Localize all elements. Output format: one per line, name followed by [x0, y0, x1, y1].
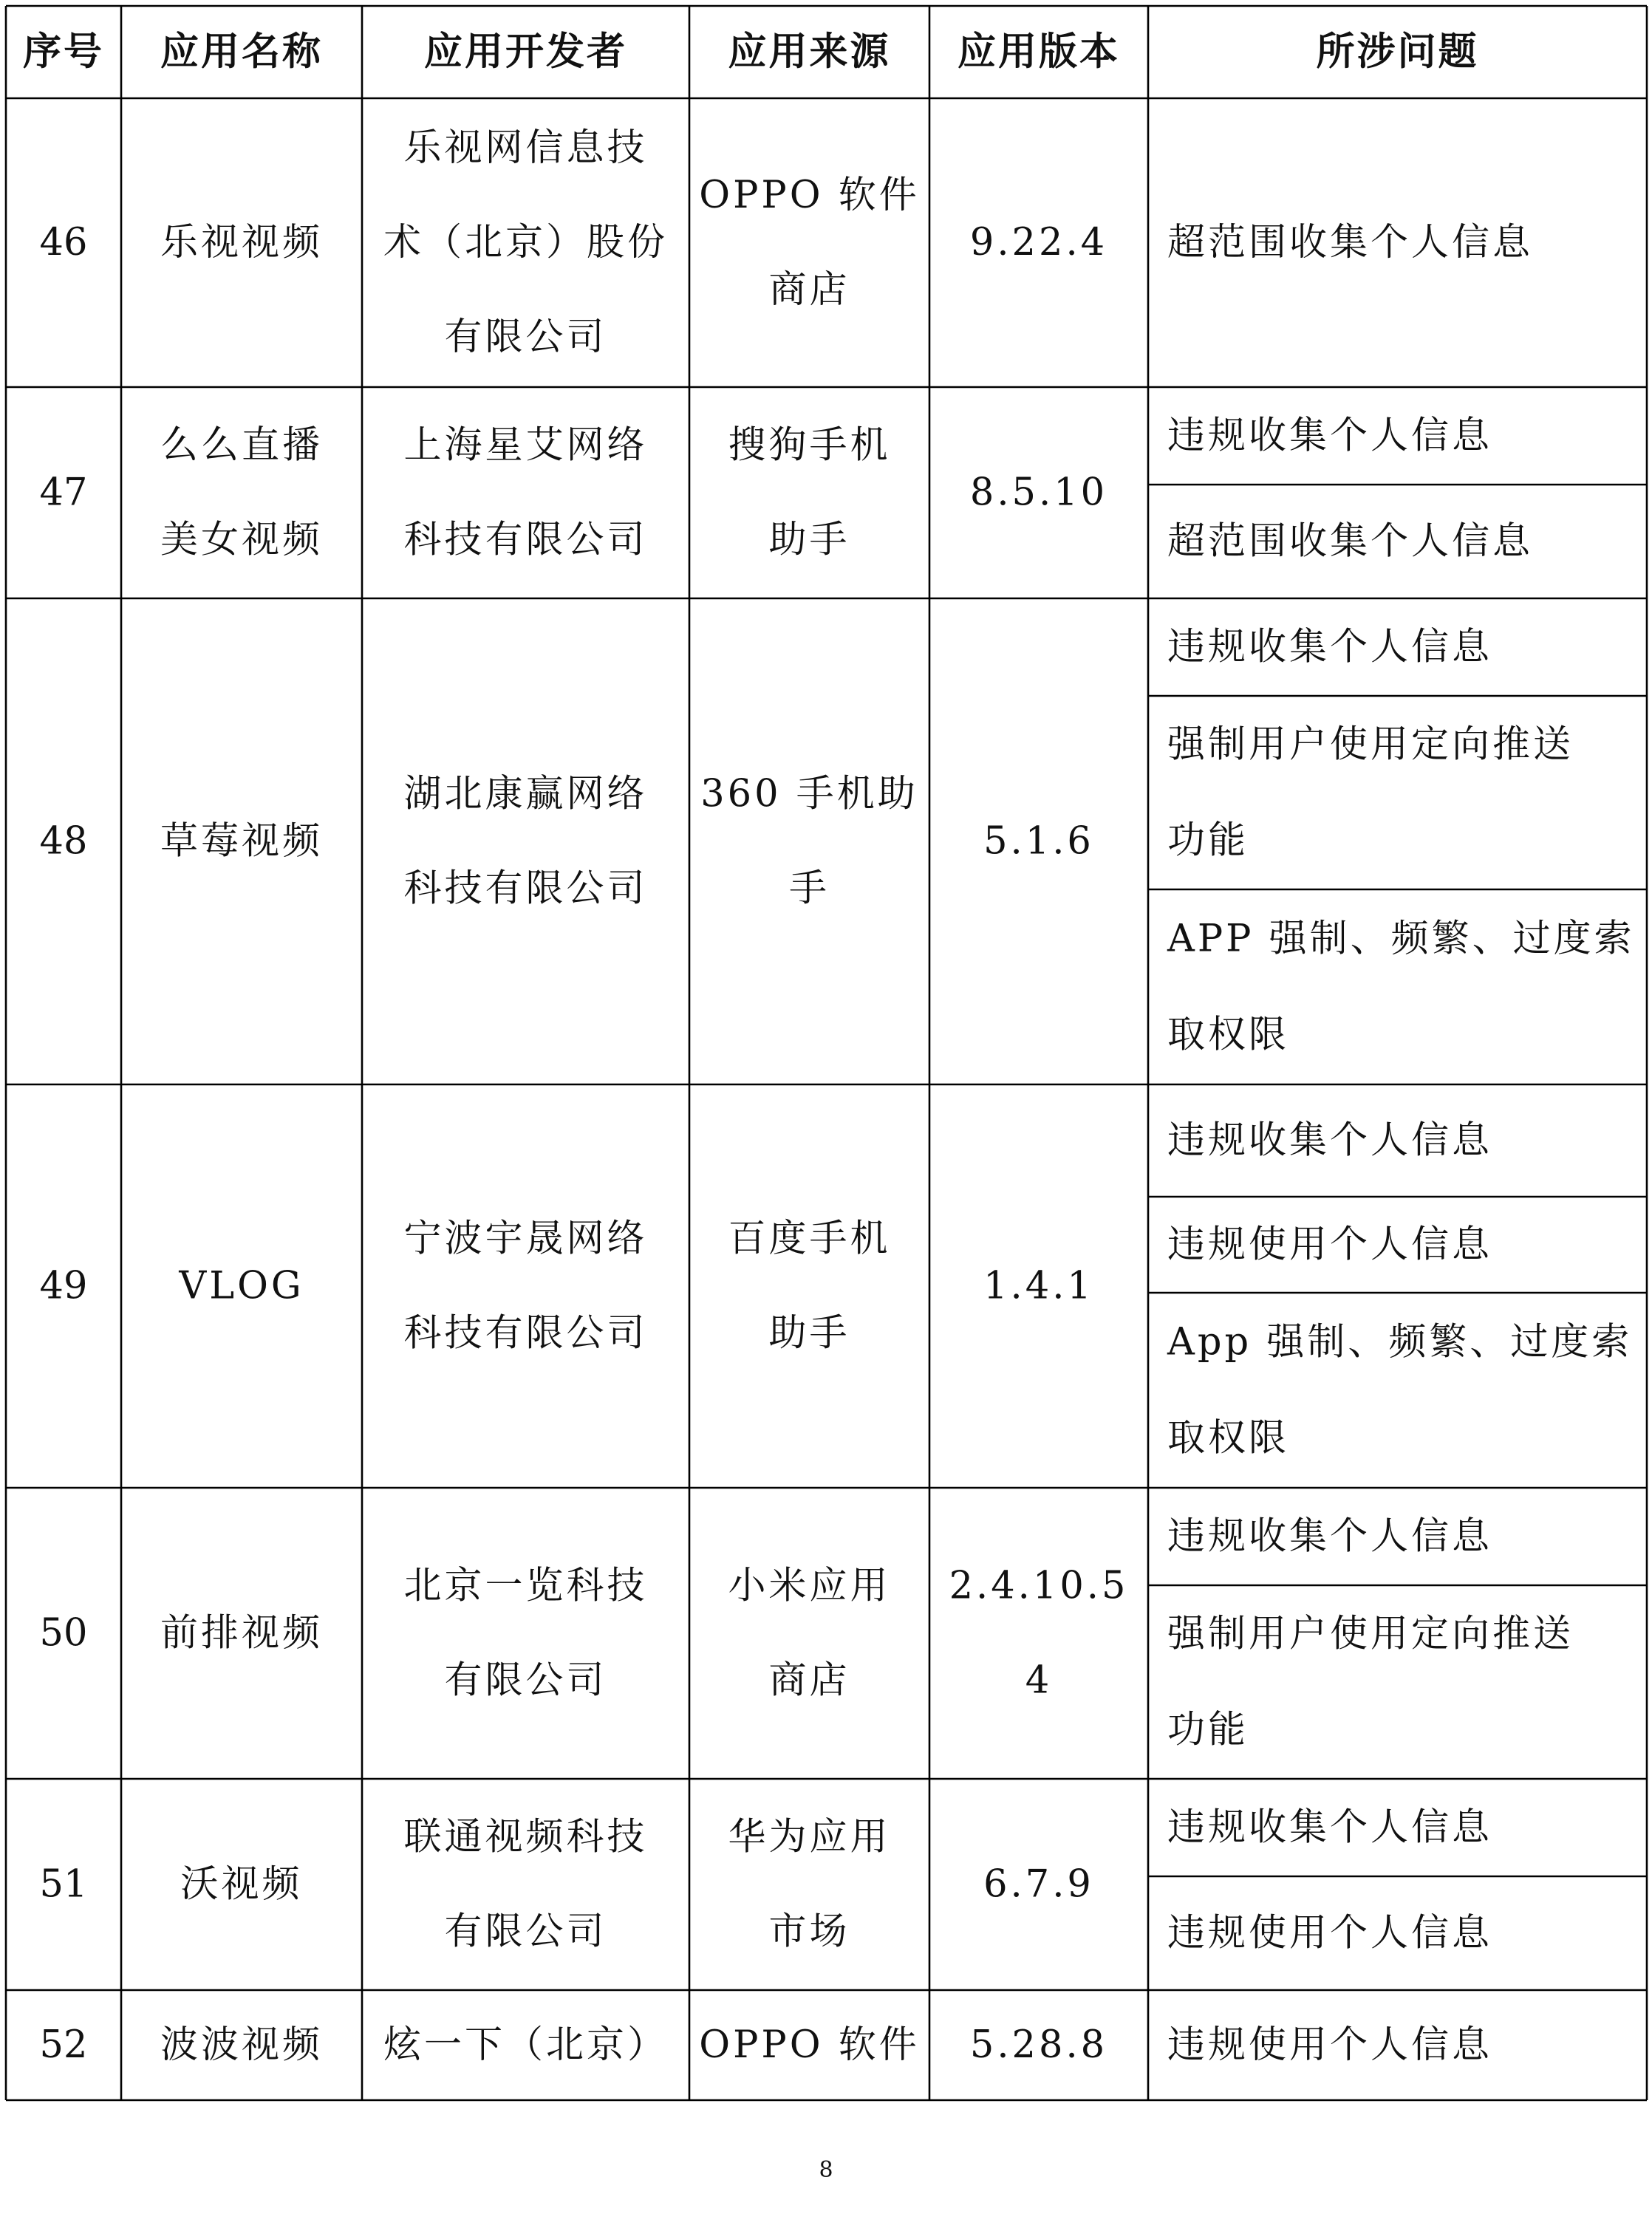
app-source: 商店 — [768, 268, 850, 312]
app-source: 商店 — [768, 1658, 850, 1703]
row-number: 50 — [39, 1611, 88, 1655]
app-developer: 上海星艾网络 — [403, 423, 648, 468]
app-developer: 科技有限公司 — [403, 1311, 648, 1356]
issue-text: 超范围收集个人信息 — [1167, 221, 1534, 264]
app-developer: 湖北康赢网络 — [403, 772, 648, 816]
app-source: OPPO 软件 — [699, 174, 920, 217]
issue-text: 违规收集个人信息 — [1167, 1514, 1493, 1559]
app-developer: 炫一下（北京） — [383, 2023, 669, 2067]
app-version: 8.5.10 — [969, 471, 1108, 515]
issue-text: 超范围收集个人信息 — [1167, 519, 1534, 564]
app-developer: 乐视网信息技 — [403, 126, 648, 170]
app-name: 么么直播 — [160, 423, 324, 468]
issue-text: 违规使用个人信息 — [1167, 1911, 1493, 1955]
app-developer: 有限公司 — [444, 315, 607, 359]
column-header: 应用名称 — [160, 30, 324, 75]
issue-text: 违规使用个人信息 — [1167, 1223, 1493, 1267]
app-name: 乐视视频 — [160, 221, 324, 264]
app-name: VLOG — [179, 1264, 304, 1308]
issue-text: 违规使用个人信息 — [1167, 2023, 1493, 2067]
app-version: 2.4.10.5 — [949, 1564, 1129, 1608]
app-source: 手 — [788, 867, 830, 911]
column-header: 应用来源 — [728, 30, 891, 75]
row-number: 47 — [39, 471, 88, 515]
app-name: 波波视频 — [160, 2023, 324, 2067]
app-version: 5.1.6 — [983, 819, 1094, 864]
app-developer: 宁波宇晟网络 — [403, 1217, 648, 1261]
app-source: 搜狗手机 — [728, 423, 891, 468]
issue-text: 强制用户使用定向推送 — [1167, 1612, 1574, 1656]
row-number: 48 — [39, 819, 88, 864]
app-name: 美女视频 — [160, 518, 324, 562]
issue-text: 违规收集个人信息 — [1167, 1805, 1493, 1850]
issue-text: 功能 — [1167, 1708, 1249, 1752]
issue-text: 违规收集个人信息 — [1167, 1118, 1493, 1163]
app-developer: 术（北京）股份 — [383, 221, 669, 264]
app-name: 前排视频 — [160, 1611, 324, 1655]
column-header: 所涉问题 — [1316, 30, 1479, 75]
app-version: 6.7.9 — [983, 1862, 1094, 1907]
app-version: 9.22.4 — [969, 221, 1108, 264]
app-name: 沃视频 — [180, 1862, 303, 1907]
column-header: 应用开发者 — [423, 30, 628, 75]
app-version: 1.4.1 — [983, 1264, 1094, 1308]
row-number: 49 — [39, 1264, 88, 1308]
row-number: 52 — [39, 2023, 88, 2067]
app-source: 华为应用 — [728, 1815, 891, 1859]
app-version: 5.28.8 — [969, 2023, 1108, 2067]
page-number: 8 — [819, 2157, 833, 2183]
app-developer: 北京一览科技 — [403, 1564, 648, 1608]
column-header: 序号 — [22, 30, 105, 75]
column-header: 应用版本 — [957, 30, 1121, 75]
app-source: 市场 — [768, 1910, 850, 1954]
app-source: OPPO 软件 — [699, 2023, 920, 2067]
issue-text: 取权限 — [1167, 1013, 1290, 1057]
issue-text: 强制用户使用定向推送 — [1167, 722, 1574, 767]
app-source: 百度手机 — [728, 1217, 891, 1261]
app-source: 助手 — [768, 1311, 850, 1356]
issue-text: 违规收集个人信息 — [1167, 414, 1493, 458]
app-developer: 科技有限公司 — [403, 867, 648, 911]
app-version: 4 — [1025, 1658, 1053, 1703]
issue-text: 功能 — [1167, 818, 1249, 863]
issue-text: APP 强制、频繁、过度索 — [1167, 917, 1635, 961]
app-developer: 联通视频科技 — [403, 1815, 648, 1859]
issue-text: 取权限 — [1167, 1416, 1290, 1460]
app-developer: 有限公司 — [444, 1658, 607, 1703]
app-developer: 科技有限公司 — [403, 518, 648, 562]
app-developer: 有限公司 — [444, 1910, 607, 1954]
issue-text: App 强制、频繁、过度索 — [1167, 1320, 1633, 1364]
row-number: 46 — [39, 221, 88, 264]
app-name: 草莓视频 — [160, 819, 324, 864]
app-source: 小米应用 — [728, 1564, 891, 1608]
row-number: 51 — [39, 1862, 88, 1907]
issue-text: 违规收集个人信息 — [1167, 625, 1493, 669]
app-source: 助手 — [768, 518, 850, 562]
app-source: 360 手机助 — [700, 772, 918, 816]
